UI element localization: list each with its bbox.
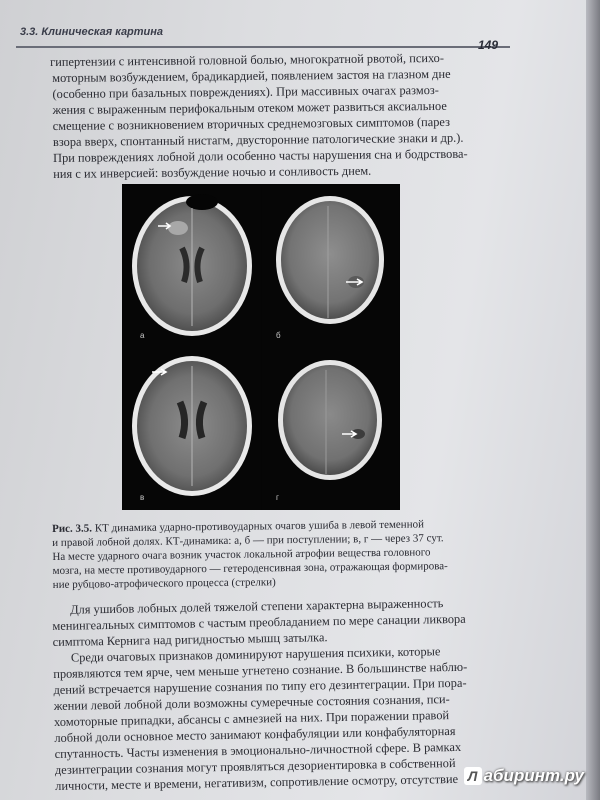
top-paragraph (52, 49, 501, 182)
section-title: 3.3. Клиническая картина (20, 26, 164, 38)
panel-label: г (276, 493, 279, 502)
caption-line: мозга, на месте противоударного — гетероденсивная зона, отражающая формирова- (52, 560, 448, 577)
text-line: (особенно при базальных повреждениях). При массивных очагах размоз- (52, 82, 439, 101)
ct-brain-image (124, 348, 261, 510)
text-line: дений встречается нарушение сознания по типу его дезинтеграции. При пора- (53, 675, 467, 697)
text-line: проявляются тем ярче, чем меньше угнетено сознание. В большинстве наблю- (53, 659, 468, 681)
running-header (16, 20, 510, 52)
text-line: жения с выраженным перифокальным отеком может развиться аксиальное (52, 98, 447, 117)
text-line: дезинтеграции сознания могут проявляться дезориентировка в собственной (54, 755, 456, 777)
text-line: лобной доли основное место занимают конфабуляции или конфабуляторная (54, 723, 456, 745)
text-line: личности, месте и времени, негативизм, сопротивление осмотру, отсутствие (55, 771, 459, 793)
ct-brain-image (262, 186, 399, 348)
caption-text: КТ динамика ударно-противоударных очагов ушиба в левой теменной (94, 518, 425, 535)
text-line: Среди очаговых признаков доминируют нарушения психики, которые (70, 644, 441, 665)
ct-brain-image (262, 348, 399, 510)
panel-label: а (140, 331, 145, 340)
ct-scan-panel-b (262, 186, 399, 348)
text-line: При повреждениях лобной доли особенно часты нарушения сна и бодрствова- (53, 146, 468, 165)
labirint-watermark (464, 766, 584, 786)
text-line: гипертензии с интенсивной головной болью, многократной рвотой, психо- (50, 50, 445, 70)
panel-label: в (140, 493, 145, 502)
text-line: моторным возбуждением, брадикардией, появлением застоя на глазном дне (52, 66, 451, 85)
text-line: ния с их инверсией: возбуждение ночью и сонливость днем. (53, 163, 372, 181)
figure-reference: Рис. 3.5. (52, 522, 93, 535)
bottom-paragraphs (52, 594, 503, 794)
figure-caption (52, 516, 505, 592)
text-line: симптома Кернига над ригидностью мышц затылка. (52, 630, 328, 649)
text-line: менингеальных симптомов с частым преобладанием по мере санации ликвора (52, 611, 466, 633)
caption-line: На месте ударного очага возник участок локальной атрофии вещества головного (52, 546, 431, 563)
watermark-text: абиринт.ру (483, 766, 584, 785)
panel-label: б (276, 331, 281, 340)
ct-scan-figure (122, 184, 400, 510)
text-line: хомоторные припадки, абсансы с амнезией на них. При поражении правой (53, 708, 450, 729)
watermark-logo-mark: Л (464, 767, 482, 785)
ct-scan-panel-a (124, 186, 261, 348)
caption-line: ние рубцово-атрофического процесса (стрелки) (52, 576, 276, 591)
page-number: 149 (477, 38, 498, 52)
page-edge (586, 0, 600, 800)
caption-line: и правой лобной долях. КТ-динамика: а, б — при поступлении; в, г — через 37 сут. (52, 532, 444, 549)
ct-scan-panel-d (262, 348, 399, 510)
ct-scan-panel-c (124, 348, 261, 510)
ct-brain-image (124, 186, 261, 348)
text-line: взора вверх, спонтанный нистагм, двусторонние патологические знаки и др.). (52, 130, 464, 149)
text-line: Для ушибов лобных долей тяжелой степени характерна выраженность (70, 596, 444, 617)
text-line: спутанность. Часты изменения в эмоционально-личностной сфере. В рамках (54, 739, 462, 761)
text-line: жении левой лобной доли возможны сумеречные состояния сознания, пси- (53, 692, 450, 713)
text-line: смещение с возникновением вторичных среднемозговых симптомов (парез (52, 114, 451, 133)
